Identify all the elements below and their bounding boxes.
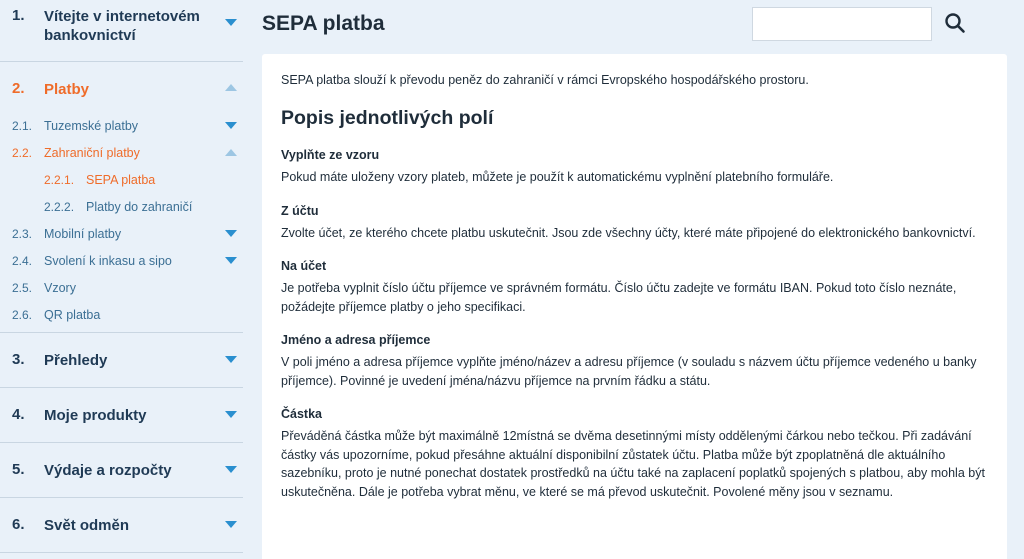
sidebar-section-moje-produkty-header[interactable] <box>0 388 243 425</box>
sidebar-section-platby <box>0 62 243 333</box>
search-input[interactable] <box>752 7 932 41</box>
chevron-down-icon[interactable] <box>225 466 237 473</box>
item-number: 2.4. <box>12 253 33 268</box>
field-title: Jméno a adresa příjemce <box>281 333 431 347</box>
section-label: Vítejte v internetovém bankovnictví <box>44 8 200 44</box>
intro-text: SEPA platba slouží k převodu peněz do zahraničí v rámci Evropského hospodářského prostoru. <box>281 73 809 87</box>
item-label: QR platba <box>44 307 101 322</box>
item-number: 2.6. <box>12 307 33 322</box>
page-background-strip <box>1008 54 1024 559</box>
chevron-up-icon[interactable] <box>225 149 237 156</box>
sidebar-item-svoleni-k-inkasu[interactable] <box>0 247 243 274</box>
section-number: 1. <box>12 7 25 24</box>
field-title: Částka <box>281 407 322 421</box>
sidebar-item-platby-do-zahranici[interactable] <box>0 193 243 220</box>
sidebar-section-platby-header[interactable] <box>0 62 243 112</box>
item-number: 2.2.2. <box>44 199 75 214</box>
chevron-up-icon[interactable] <box>225 84 237 91</box>
field-description <box>281 259 988 316</box>
chevron-down-icon[interactable] <box>225 230 237 237</box>
section-label: Svět odměn <box>44 517 130 534</box>
chevron-down-icon[interactable] <box>225 19 237 26</box>
chevron-down-icon[interactable] <box>225 122 237 129</box>
item-number: 2.2. <box>12 145 33 160</box>
field-text: Je potřeba vyplnit číslo účtu příjemce ve správném formátu. Číslo účtu zadejte ve formátu IBAN. Pokud toto číslo neznáte, požádejte příjemce platby o jeho specifikaci. <box>281 281 957 314</box>
section-number: 3. <box>12 351 25 368</box>
sidebar-section-moje-produkty <box>0 388 243 443</box>
item-number: 2.5. <box>12 280 33 295</box>
section-number: 2. <box>12 80 25 97</box>
sidebar-section-welcome <box>0 0 243 62</box>
item-label: SEPA platba <box>86 172 156 187</box>
sidebar-item-zahranicni-platby[interactable] <box>0 139 243 166</box>
section-number: 4. <box>12 406 25 423</box>
section-label: Moje produkty <box>44 407 147 424</box>
sidebar-section-welcome-header[interactable] <box>0 7 243 45</box>
section-label: Přehledy <box>44 352 108 369</box>
search-icon <box>944 12 966 34</box>
field-title: Z účtu <box>281 203 319 218</box>
item-label: Vzory <box>44 280 76 295</box>
field-description <box>281 148 988 187</box>
item-label: Platby do zahraničí <box>86 199 193 214</box>
field-title: Na účet <box>281 259 327 273</box>
content-card <box>262 54 1007 559</box>
item-label: Tuzemské platby <box>44 118 139 133</box>
sidebar-section-prehledy-header[interactable] <box>0 333 243 370</box>
section-number: 5. <box>12 461 25 478</box>
sidebar-section-prehledy <box>0 333 243 388</box>
sidebar-section-svet-odmen-header[interactable] <box>0 498 243 535</box>
search-button[interactable] <box>944 12 968 36</box>
field-text: Převáděná částka může být maximálně 12místná se dvěma desetinnými místy oddělenými čárkou nebo tečkou. Při zadávání částky vás upozorníme, pokud přesáhne aktuální disponibilní zůstatek účtu. Platba může být zpoplatněná dle aktuálního sazebníku, proto je nutné ponechat dostatek prostředků na účtu také na zaplacení poplatků spojených s platbou, aby mohla být uskutečněna. Dále je potřeba vybrat měnu, ve které se má převod uskutečnit. Povolené měny jsou v seznamu. <box>281 429 985 499</box>
item-number: 2.1. <box>12 118 33 133</box>
field-text: V poli jméno a adresa příjemce vyplňte jméno/název a adresu příjemce (v souladu s názvem účtu příjemce vedeného u banky příjemce). Povinné je uvedení jména/názvu příjemce na prvním řádku a státu. <box>281 355 977 388</box>
sidebar-item-mobilni-platby[interactable] <box>0 220 243 247</box>
field-text: Zvolte účet, ze kterého chcete platbu uskutečnit. Jsou zde všechny účty, které máte připojené do elektronického bankovnictví. <box>281 225 976 240</box>
sidebar-item-tuzemske-platby[interactable] <box>0 112 243 139</box>
section-heading: Popis jednotlivých polí <box>281 107 494 129</box>
sidebar-item-vzory[interactable] <box>0 274 243 301</box>
sidebar <box>0 0 243 559</box>
sidebar-section-svet-odmen <box>0 498 243 553</box>
item-number: 2.2.1. <box>44 172 75 187</box>
sidebar-section-vydaje-header[interactable] <box>0 443 243 480</box>
field-text: Pokud máte uloženy vzory plateb, můžete je použít k automatickému vyplnění platebního formuláře. <box>281 170 834 184</box>
item-label: Mobilní platby <box>44 226 122 241</box>
chevron-down-icon[interactable] <box>225 356 237 363</box>
sidebar-item-qr-platba[interactable] <box>0 301 243 328</box>
field-title: Vyplňte ze vzoru <box>281 148 380 162</box>
chevron-down-icon[interactable] <box>225 257 237 264</box>
sidebar-item-sepa-platba[interactable] <box>0 166 243 193</box>
item-label: Svolení k inkasu a sipo <box>44 253 172 268</box>
section-number: 6. <box>12 516 25 533</box>
item-number: 2.3. <box>12 226 33 241</box>
field-description <box>281 333 988 390</box>
field-description <box>281 204 988 243</box>
chevron-down-icon[interactable] <box>225 411 237 418</box>
sidebar-section-vydaje <box>0 443 243 498</box>
section-label: Platby <box>44 81 90 98</box>
section-label: Výdaje a rozpočty <box>44 462 172 479</box>
chevron-down-icon[interactable] <box>225 521 237 528</box>
page-title: SEPA platba <box>262 12 385 35</box>
item-label: Zahraniční platby <box>44 145 140 160</box>
field-description <box>281 407 988 501</box>
